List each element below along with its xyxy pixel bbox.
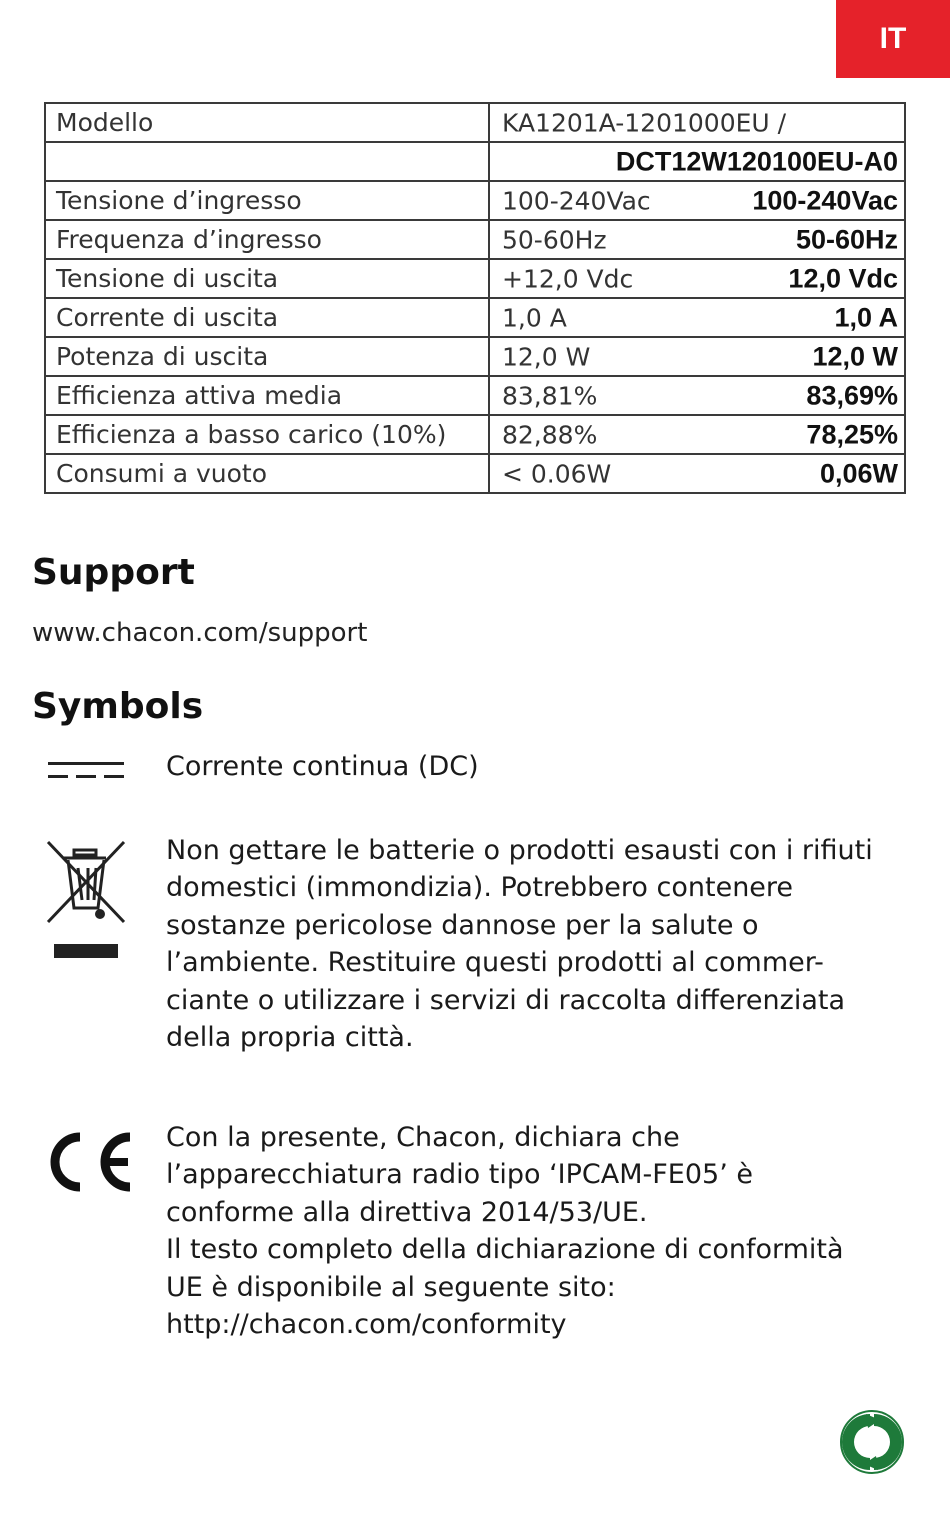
spec-value-ka1201a: < 0.06W (502, 459, 612, 488)
spec-value-dct12w: DCT12W120100EU-A0 (615, 146, 898, 176)
spec-row (45, 142, 905, 181)
spec-value-dct12w: 0,06W (819, 458, 898, 488)
support-heading: Support (32, 552, 195, 593)
spec-row (45, 298, 905, 337)
spec-value-dct12w: 78,25% (806, 419, 898, 449)
spec-row (45, 337, 905, 376)
spec-row (45, 376, 905, 415)
spec-label: Frequenza d’ingresso (45, 220, 489, 259)
spec-row (45, 103, 905, 142)
spec-label: Potenza di uscita (45, 337, 489, 376)
spec-values (489, 376, 905, 415)
spec-row (45, 220, 905, 259)
spec-row (45, 259, 905, 298)
spec-value-dct12w: 12,0 Vdc (788, 263, 898, 293)
spec-values (489, 415, 905, 454)
spec-row (45, 181, 905, 220)
spec-values (489, 259, 905, 298)
spec-value-ka1201a: KA1201A-1201000EU / (502, 108, 787, 137)
spec-value-dct12w: 83,69% (806, 380, 898, 410)
spec-label: Tensione d’ingresso (45, 181, 489, 220)
spec-value-ka1201a: 12,0 W (502, 342, 591, 371)
spec-label (45, 142, 489, 181)
weee-line: sostanze pericolose dannose per la salute o (166, 909, 759, 941)
specs-table (44, 102, 906, 494)
spec-values (489, 298, 905, 337)
symbol-row-ce (0, 1119, 950, 1359)
spec-values (489, 337, 905, 376)
spec-value-ka1201a: 82,88% (502, 420, 598, 449)
green-dot-recycling-icon (840, 1410, 904, 1474)
spec-label: Efficienza attiva media (45, 376, 489, 415)
spec-value-ka1201a: 83,81% (502, 381, 598, 410)
language-badge: IT (836, 0, 950, 78)
weee-line: ciante o utilizzare i servizi di raccolta differenziata (166, 984, 846, 1016)
symbol-row-dc (0, 748, 950, 798)
ce-line: Con la presente, Chacon, dichiara che (166, 1122, 680, 1153)
spec-value-dct12w: 12,0 W (812, 341, 898, 371)
spec-label: Modello (45, 103, 489, 142)
symbols-heading: Symbols (32, 686, 204, 727)
spec-label: Corrente di uscita (45, 298, 489, 337)
spec-label: Consumi a vuoto (45, 454, 489, 493)
weee-description (166, 832, 926, 1056)
dc-current-icon (48, 762, 124, 780)
weee-line: domestici (immondizia). Potrebbero contenere (166, 872, 794, 904)
ce-line: l’apparecchiatura radio tipo ‘IPCAM-FE05’ è (166, 1159, 753, 1191)
weee-line: l’ambiente. Restituire questi prodotti al commer- (166, 947, 824, 979)
spec-values (489, 181, 905, 220)
spec-label: Efficienza a basso carico (10%) (45, 415, 489, 454)
spec-label: Tensione di uscita (45, 259, 489, 298)
spec-value-dct12w: 50-60Hz (795, 224, 898, 254)
ce-line: conforme alla direttiva 2014/53/UE. (166, 1196, 648, 1228)
weee-line: Non gettare le batterie o prodotti esausti con i rifiuti (166, 835, 873, 866)
spec-values (489, 103, 905, 142)
spec-value-dct12w: 1,0 A (834, 302, 898, 332)
ce-mark-icon (40, 1131, 136, 1193)
ce-line: Il testo completo della dichiarazione di conformità (166, 1234, 844, 1266)
spec-row (45, 415, 905, 454)
crossed-bin-icon (44, 840, 128, 958)
spec-value-ka1201a: 100-240Vac (502, 186, 651, 215)
ce-line: UE è disponibile al seguente sito: (166, 1271, 616, 1303)
conformity-link[interactable]: http://chacon.com/conformity (166, 1309, 567, 1341)
spec-values (489, 220, 905, 259)
symbol-row-weee (0, 832, 950, 1062)
support-link[interactable]: www.chacon.com/support (32, 618, 368, 648)
spec-value-ka1201a: 1,0 A (502, 303, 567, 332)
ce-description (166, 1119, 926, 1343)
spec-values (489, 142, 905, 181)
dc-description: Corrente continua (DC) (166, 751, 479, 782)
weee-line: della propria città. (166, 1022, 414, 1054)
spec-value-ka1201a: +12,0 Vdc (502, 264, 634, 293)
spec-value-ka1201a: 50-60Hz (502, 225, 607, 254)
spec-value-dct12w: 100-240Vac (752, 185, 898, 215)
spec-values (489, 454, 905, 493)
spec-row (45, 454, 905, 493)
